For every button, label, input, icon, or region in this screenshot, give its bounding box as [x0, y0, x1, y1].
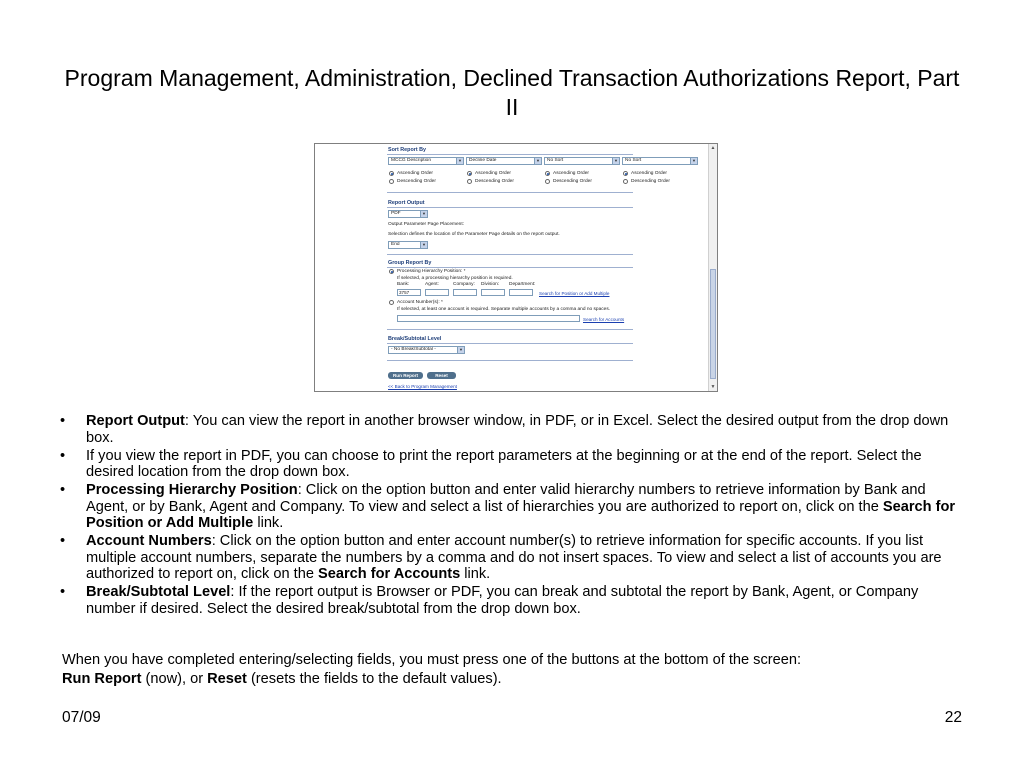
chevron-down-icon: ▼: [420, 211, 427, 217]
company-input[interactable]: [453, 289, 477, 296]
list-item: • If you view the report in PDF, you can choose to print the report parameters at the beginning or at the end of the report. Select the desired location from the drop down box.: [60, 447, 922, 480]
break-select[interactable]: - No Break/Subtotal - ▼: [388, 346, 465, 354]
bullet-icon: •: [60, 447, 66, 464]
output-format-select[interactable]: PDF ▼: [388, 210, 428, 218]
radio-icon: [467, 179, 472, 184]
divider: [387, 192, 633, 193]
chevron-up-icon[interactable]: ▲: [710, 145, 716, 151]
report-form: [387, 146, 705, 390]
placement-label: Output Parameter Page Placement:: [388, 222, 464, 227]
report-form-screenshot: [314, 143, 718, 392]
reset-button[interactable]: Reset: [427, 372, 456, 379]
bank-label: Bank:: [397, 282, 410, 287]
divider: [387, 343, 633, 344]
sort-3-ascending-radio[interactable]: Ascending Order: [545, 171, 589, 176]
sort-4-descending-radio[interactable]: Descending Order: [623, 179, 670, 184]
closing-paragraph: [62, 651, 962, 689]
output-heading: Report Output: [388, 200, 425, 206]
page-number: 22: [944, 709, 962, 726]
scroll-thumb[interactable]: [710, 269, 716, 379]
divider: [387, 254, 633, 255]
search-accounts-link[interactable]: Search for Accounts: [583, 317, 625, 322]
divider: [387, 267, 633, 268]
sort-2-descending-radio[interactable]: Descending Order: [467, 179, 514, 184]
divider: [387, 207, 633, 208]
closing-line-1: When you have completed entering/selecting fields, you must press one of the buttons at the bottom of the screen:: [62, 652, 802, 668]
chevron-down-icon: ▼: [690, 158, 697, 164]
sort-select-4[interactable]: No Sort ▼: [622, 157, 698, 165]
chevron-down-icon: ▼: [456, 158, 463, 164]
slide-title: Program Management, Administration, Declined Transaction Authorizations Report, Part II: [64, 65, 960, 120]
divider: [387, 329, 633, 330]
sort-2-ascending-radio[interactable]: Ascending Order: [467, 171, 511, 176]
hierarchy-help: If selected, a processing hierarchy position is required.: [397, 276, 513, 281]
footer-date: 07/09: [62, 709, 101, 726]
list-item: • Account Numbers: Click on the option button and enter account number(s) to retrieve information for specific accounts. If you list multiple account numbers, separate the numbers by a comma and do not insert spaces. To view and select a list of accounts you are authorized to report on, click on the Search for Accounts link.: [60, 533, 942, 582]
chevron-down-icon: ▼: [457, 347, 464, 353]
sort-3-descending-radio[interactable]: Descending Order: [545, 179, 592, 184]
hierarchy-radio[interactable]: Processing Hierarchy Position: *: [389, 269, 466, 274]
divider: [387, 360, 633, 361]
division-input[interactable]: [481, 289, 505, 296]
account-help: If selected, at least one account is required. Separate multiple accounts by a comma and no spaces.: [397, 307, 611, 312]
department-label: Department:: [509, 282, 536, 287]
sort-1-descending-radio[interactable]: Descending Order: [389, 179, 436, 184]
sort-select-3[interactable]: No Sort ▼: [544, 157, 620, 165]
run-report-button[interactable]: Run Report: [388, 372, 423, 379]
sort-heading: Sort Report By: [388, 147, 427, 153]
chevron-down-icon: ▼: [534, 158, 541, 164]
placement-help: Selection defines the location of the Parameter Page details on the report output.: [388, 232, 560, 237]
divider: [387, 154, 633, 155]
sort-4-ascending-radio[interactable]: Ascending Order: [623, 171, 667, 176]
agent-label: Agent:: [425, 282, 439, 287]
list-item: • Report Output: You can view the report in another browser window, in PDF, or in Excel. Select the desired output from the drop down box.: [60, 413, 949, 446]
sort-select-1[interactable]: MCCG Description ▼: [388, 157, 464, 165]
closing-line-2: Run Report (now), or Reset (resets the fields to the default values).: [62, 671, 502, 687]
radio-icon: [545, 179, 550, 184]
radio-icon: [389, 171, 394, 176]
sort-select-2[interactable]: Decline Date ▼: [466, 157, 542, 165]
bullet-icon: •: [60, 584, 66, 600]
break-heading: Break/Subtotal Level: [388, 336, 442, 342]
radio-icon: [389, 269, 394, 274]
back-link[interactable]: << Back to Program Management: [388, 384, 457, 389]
bullet-icon: •: [60, 533, 66, 549]
chevron-down-icon: ▼: [612, 158, 619, 164]
sort-1-ascending-radio[interactable]: Ascending Order: [389, 171, 433, 176]
placement-select[interactable]: End ▼: [388, 241, 428, 249]
division-label: Division:: [481, 282, 500, 287]
bullet-icon: •: [60, 482, 66, 498]
account-radio[interactable]: Account Number(s): *: [389, 300, 443, 305]
list-item: • Break/Subtotal Level: If the report output is Browser or PDF, you can break and subtotal the report by Bank, Agent, or Company number if desired. Select the desired break/subtotal from the drop down box.: [60, 584, 919, 617]
radio-icon: [623, 179, 628, 184]
chevron-down-icon: ▼: [420, 242, 427, 248]
department-input[interactable]: [509, 289, 533, 296]
radio-icon: [545, 171, 550, 176]
group-heading: Group Report By: [388, 260, 432, 266]
radio-icon: [623, 171, 628, 176]
company-label: Company:: [453, 282, 475, 287]
account-input[interactable]: [397, 315, 580, 322]
agent-input[interactable]: [425, 289, 449, 296]
list-item: • Processing Hierarchy Position: Click on the option button and enter valid hierarchy numbers to retrieve information by Bank and Agent, or by Bank, Agent and Company. To view and select a list of hierarchies you are authorized to report on, click on the Search for Position or Add Multiple link.: [60, 482, 956, 531]
scrollbar[interactable]: [708, 144, 717, 391]
bullet-icon: •: [60, 413, 66, 429]
chevron-down-icon[interactable]: ▼: [710, 384, 716, 390]
bullet-list: [60, 413, 964, 619]
radio-icon: [389, 179, 394, 184]
bank-input[interactable]: 3757: [397, 289, 421, 296]
radio-icon: [389, 300, 394, 305]
radio-icon: [467, 171, 472, 176]
search-position-link[interactable]: Search for Position or Add Multiple: [539, 291, 610, 296]
